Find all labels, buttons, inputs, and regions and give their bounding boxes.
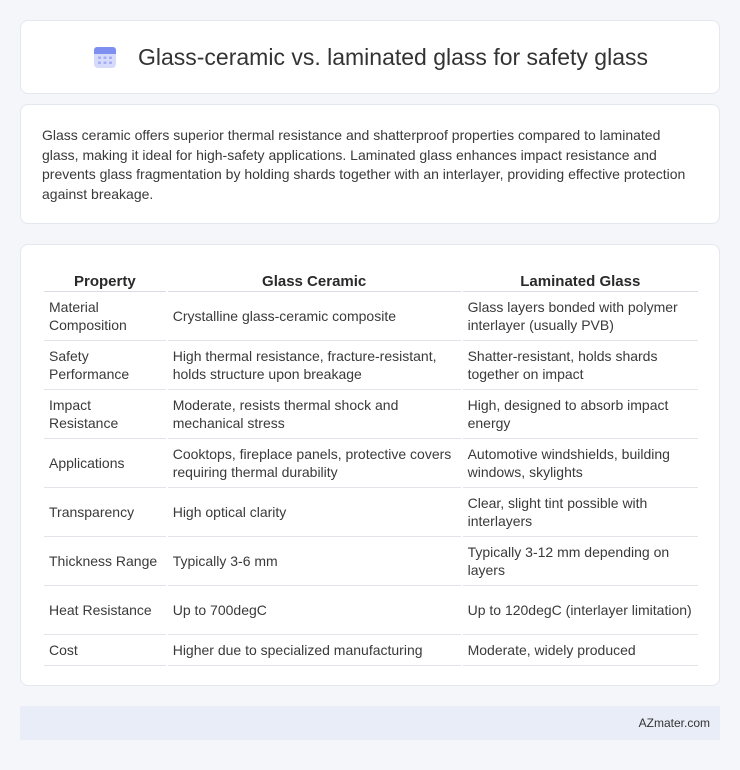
property-cell: Applications <box>44 439 166 488</box>
property-cell: Impact Resistance <box>44 390 166 439</box>
title-card <box>20 20 720 94</box>
laminated-glass-cell: Automotive windshields, building windows, skylights <box>463 439 698 488</box>
property-cell: Transparency <box>44 488 166 537</box>
glass-ceramic-cell: High thermal resistance, fracture-resistant, holds structure upon breakage <box>168 341 461 390</box>
property-cell: Safety Performance <box>44 341 166 390</box>
intro-paragraph: Glass ceramic offers superior thermal resistance and shatterproof properties compared to laminated glass, making it ideal for high-safety applications. Laminated glass enhances impact resistance and prevents glass fragmentation by holding shards together with an interlayer, providing effective protection against breakage. <box>42 127 686 202</box>
table-row <box>44 488 698 537</box>
laminated-glass-cell: Up to 120degC (interlayer limitation) <box>463 586 698 635</box>
laminated-glass-cell: Typically 3-12 mm depending on layers <box>463 537 698 586</box>
laminated-glass-cell: Glass layers bonded with polymer interlayer (usually PVB) <box>463 292 698 341</box>
laminated-glass-cell: High, designed to absorb impact energy <box>463 390 698 439</box>
table-header-row <box>44 265 698 292</box>
glass-ceramic-cell: Cooktops, fireplace panels, protective covers requiring thermal durability <box>168 439 461 488</box>
table-row <box>44 439 698 488</box>
table-row <box>44 390 698 439</box>
glass-ceramic-cell: Higher due to specialized manufacturing <box>168 635 461 666</box>
intro-card <box>20 104 720 224</box>
calendar-icon <box>92 44 118 70</box>
table-row <box>44 537 698 586</box>
comparison-table <box>42 265 700 666</box>
page-title: Glass-ceramic vs. laminated glass for safety glass <box>137 43 648 70</box>
property-cell: Material Composition <box>44 292 166 341</box>
footer-bar <box>20 706 720 740</box>
laminated-glass-cell: Moderate, widely produced <box>463 635 698 666</box>
footer-brand: AZmater.com <box>638 716 710 730</box>
title-wrap <box>92 44 648 71</box>
table-row <box>44 586 698 635</box>
table-row <box>44 292 698 341</box>
table-row <box>44 635 698 666</box>
comparison-card <box>20 244 720 686</box>
property-cell: Heat Resistance <box>44 586 166 635</box>
glass-ceramic-cell: Typically 3-6 mm <box>168 537 461 586</box>
laminated-glass-cell: Shatter-resistant, holds shards together on impact <box>463 341 698 390</box>
glass-ceramic-cell: Crystalline glass-ceramic composite <box>168 292 461 341</box>
header-laminated-glass: Laminated Glass <box>463 265 698 292</box>
property-cell: Thickness Range <box>44 537 166 586</box>
header-property: Property <box>44 265 166 292</box>
property-cell: Cost <box>44 635 166 666</box>
header-glass-ceramic: Glass Ceramic <box>168 265 461 292</box>
laminated-glass-cell: Clear, slight tint possible with interlayers <box>463 488 698 537</box>
glass-ceramic-cell: Moderate, resists thermal shock and mechanical stress <box>168 390 461 439</box>
glass-ceramic-cell: High optical clarity <box>168 488 461 537</box>
glass-ceramic-cell: Up to 700degC <box>168 586 461 635</box>
table-row <box>44 341 698 390</box>
